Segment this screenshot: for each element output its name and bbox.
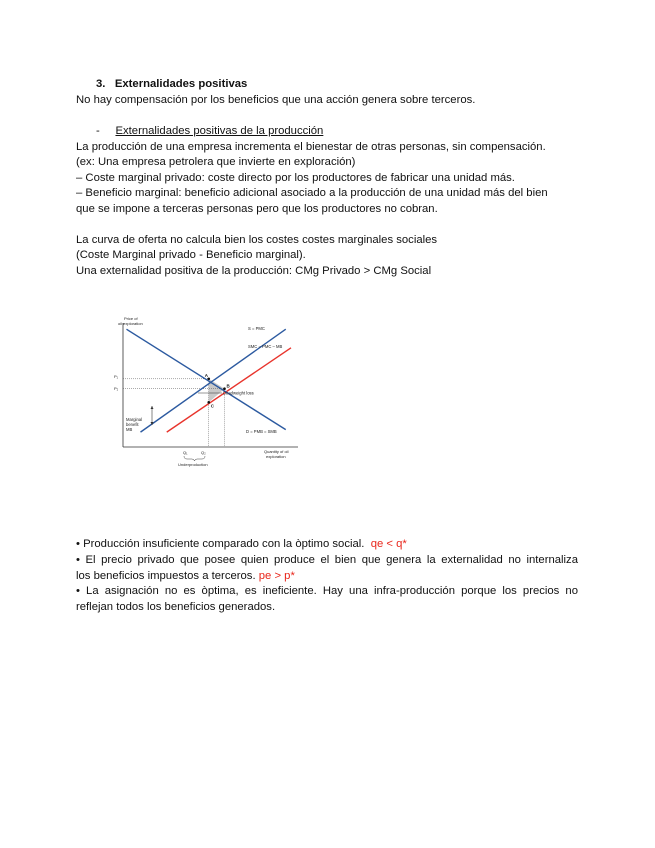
point-c: [207, 401, 210, 404]
label-smc-curve: SMC = PMC – MB: [248, 344, 283, 349]
section-number: 3.: [96, 78, 106, 90]
bullet-2-line-2: [76, 569, 295, 583]
subsection-bullet: -: [96, 125, 100, 137]
supply-line-1: La curva de oferta no calcula bien los costes costes marginales sociales: [76, 234, 438, 246]
label-s-curve: S = PMC: [248, 326, 265, 331]
bullet-1: [76, 537, 407, 551]
deadweight-label: Deadweight loss: [223, 390, 254, 396]
y-tick-p1: P₁: [114, 374, 119, 379]
point-a: [207, 378, 210, 381]
y-axis-label-1: Price of: [124, 316, 138, 321]
y-tick-p2: P₂: [114, 386, 119, 391]
subsection-line-4: – Beneficio marginal: beneficio adicional asociado a la producción de una unidad más del bien: [76, 187, 548, 199]
subsection-line-3: – Coste marginal privado: coste directo por los productores de fabricar una unidad más.: [76, 172, 515, 184]
subsection-line-2: (ex: Una empresa petrolera que invierte en exploración): [76, 156, 356, 168]
supply-line-2: (Coste Marginal privado - Beneficio marginal).: [76, 249, 306, 261]
externality-chart: [108, 313, 308, 473]
y-axis-label-2: oil exploration: [118, 321, 143, 326]
bullet-1-highlight: qe < q*: [370, 538, 407, 550]
x-tick-q1: Q₁: [183, 450, 188, 455]
subsection-heading: [96, 124, 323, 138]
section-heading: [96, 77, 247, 91]
point-a-label: A: [204, 372, 208, 378]
supply-line-3: Una externalidad positiva de la producción: CMg Privado > CMg Social: [76, 265, 432, 277]
bullet-2-text: los beneficios impuestos a terceros.: [76, 570, 256, 582]
x-axis-label-2: exploration: [266, 454, 286, 459]
mb-label-3: MB: [126, 427, 133, 432]
bullet-2-line-1: • El precio privado que posee quien produce el bien que genera la externalidad no internaliza: [76, 554, 578, 566]
section-intro: No hay compensación por los beneficios que una acción genera sobre terceros.: [76, 94, 476, 106]
bullet-2-highlight: pe > p*: [258, 570, 295, 582]
subsection-title: Externalidades positivas de la producción: [115, 125, 324, 137]
x-tick-q2: Q₂: [201, 450, 206, 455]
point-b-label: B: [226, 383, 230, 389]
bullet-3-line-1: • La asignación no es òptima, es ineficiente. Hay una infra-producción porque los precios no: [76, 585, 578, 597]
bullet-1-text: • Producción insuficiente comparado con la òptimo social.: [76, 538, 365, 550]
bullet-3-line-2: reflejan todos los beneficios generados.: [76, 601, 276, 613]
mb-label-2: benefit: [126, 422, 139, 427]
subsection-line-5: que se impone a terceras personas pero que los productores no cobran.: [76, 203, 438, 215]
underproduction-brace: [184, 456, 205, 461]
subsection-line-1: La producción de una empresa incrementa el bienestar de otras personas, sin compensación.: [76, 141, 546, 153]
label-d-curve: D = PMB = SMB: [246, 429, 277, 434]
section-title: Externalidades positivas: [114, 78, 248, 90]
x-axis-label-1: Quantity of oil: [264, 449, 289, 454]
mb-label-1: Marginal: [126, 417, 143, 422]
point-c-label: C: [210, 403, 214, 409]
underproduction-label: Underproduction: [178, 462, 208, 467]
